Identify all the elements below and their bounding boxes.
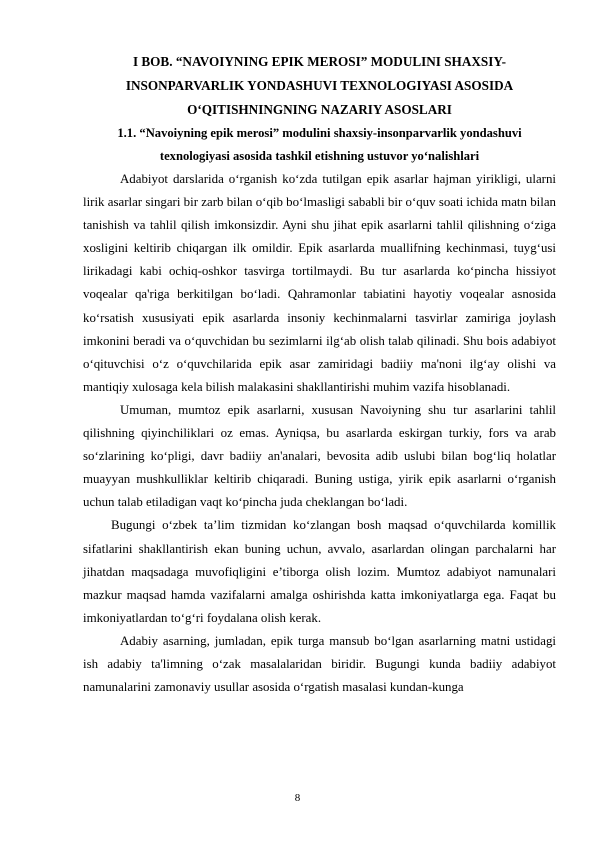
section-title bbox=[83, 122, 556, 168]
document-page bbox=[83, 50, 556, 699]
section-title-line-1: 1.1. “Navoiyning epik merosi” modulini shaxsiy-insonparvarlik yondashuvi bbox=[117, 126, 522, 140]
chapter-title-line-3: O‘QITISHNINGNING NAZARIY ASOSLARI bbox=[187, 102, 452, 117]
chapter-title-line-2: INSONPARVARLIK YONDASHUVI TEXNOLOGIYASI ASOSIDA bbox=[125, 78, 514, 93]
paragraph-1: Adabiyot darslarida o‘rganish ko‘zda tutilgan epik asarlar hajman yirikligi, ularni lirik asarlar singari bir zarb bilan o‘qib bo‘lmasligi sababli bir o‘quv soati ichida matn bilan tanishish va tahlil qilish imkonsizdir. Ayni shu jihat epik asarlarni tahlil qilishning o‘ziga xosligini keltirib chiqargan ilk omildir. Epik asarlarda muallifning kechinmasi, tuyg‘usi lirikadagi kabi ochiq-oshkor tasvirga tortilmaydi. Bu tur asarlarda ko‘pincha hissiyot voqealar qa'riga berkitilgan bo‘ladi. Qahramonlar tabiatini hayotiy voqealar asnosida ko‘rsatish xususiyati epik asarlarda insoniy kechinmalarni tasvirlar zamiriga joylash imkonini beradi va o‘quvchidan bu sezimlarni ilg‘ab olish talab qilinadi. Shu bois adabiyot o‘qituvchisi o‘z o‘quvchilarida epik asar zamiridagi badiiy ma'noni ilg‘ay olishi va mantiqiy xulosaga kela bilish malakasini shakllantirishi muhim vazifa hisoblanadi. bbox=[83, 172, 556, 394]
paragraph-3: Bugungi o‘zbek ta’lim tizmidan ko‘zlangan bosh maqsad o‘quvchilarda komillik sifatlarini shakllantirish ekan buning uchun, avvalo, asarlardan olingan parchalarni har jihatdan maqsadaga muvofiqligini e’tiborga olish lozim. Mumtoz adabiyot namunalari mazkur maqsad hamda vazifalarni amalga oshirishda katta imkoniyatlarga ega. Faqat bu imkoniyatlardan to‘g‘ri foydalana olish kerak. bbox=[83, 518, 556, 625]
page-number: 8 bbox=[294, 792, 301, 804]
paragraph-4: Adabiy asarning, jumladan, epik turga mansub bo‘lgan asarlarning matni ustidagi ish adabiy ta'limning o‘zak masalalaridan biridir. Bugungi kunda badiiy adabiyot namunalarini zamonaviy usullar asosida o‘rgatish masalasi kundan-kunga bbox=[83, 633, 556, 695]
paragraph-2: Umuman, mumtoz epik asarlarni, xususan Navoiyning shu tur asarlarini tahlil qilishning qiyinchiliklari oz emas. Ayniqsa, bu asarlarda eskirgan turkiy, fors va arab so‘zlarining ko‘pligi, davr badiiy an'analari, bevosita adib uslubi bilan bog‘liq holatlar muayyan mushkulliklar keltirib chiqaradi. Buning ustiga, yirik epik asarlarni o‘rganish uchun talab etiladigan vaqt ko‘pincha juda cheklangan bo‘ladi. bbox=[83, 402, 556, 510]
section-title-line-2: texnologiyasi asosida tashkil etishning ustuvor yo‘nalishlari bbox=[159, 149, 480, 163]
chapter-title bbox=[83, 50, 556, 122]
chapter-title-line-1: I BOB. “NAVOIYNING EPIK MEROSI” MODULINI SHAXSIY- bbox=[132, 54, 507, 69]
